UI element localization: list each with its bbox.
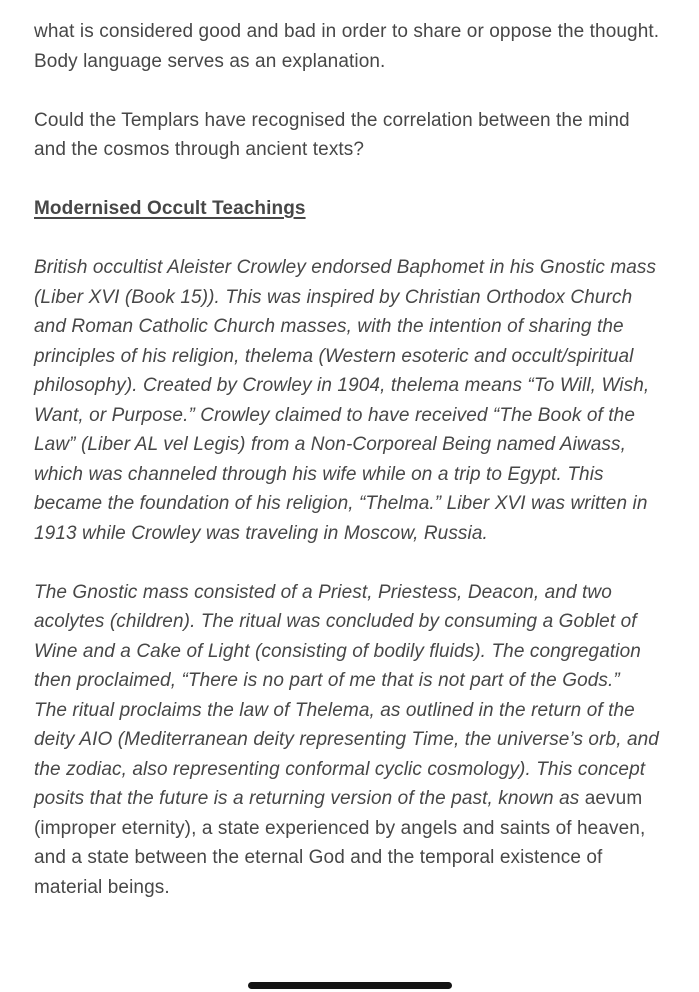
ritual-law-italic-text: The ritual proclaims the law of Thelema, as outlined in the return of the deity AIO (Mediterranean deity representing Time, the universe’s orb, and the zodiac, also representing conformal cyclic cosmology). This concept posits that the future is a returning version of the past, known as [34, 699, 659, 809]
paragraph-ritual-law [34, 696, 665, 903]
paragraph-crowley: British occultist Aleister Crowley endorsed Baphomet in his Gnostic mass (Liber XVI (Book 15)). This was inspired by Christian Orthodox Church and Roman Catholic Church masses, with the intention of sharing the principles of his religion, thelema (Western esoteric and occult/spiritual philosophy). Created by Crowley in 1904, thelema means “To Will, Wish, Want, or Purpose.” Crowley claimed to have received “The Book of the Law” (Liber AL vel Legis) from a Non-Corporeal Being named Aiwass, which was channeled through his wife while on a trip to Egypt. This became the foundation of his religion, “Thelma.” Liber XVI was written in 1913 while Crowley was traveling in Moscow, Russia. [34, 257, 657, 544]
paragraph-body-language: what is considered good and bad in order to share or oppose the thought. Body language serves as an explanation. [34, 21, 660, 72]
ritual-law-regular-text: aevum (improper eternity), a state experienced by angels and saints of heaven, and a state between the eternal God and the temporal existence of material beings. [34, 788, 646, 898]
paragraph-gnostic-mass: The Gnostic mass consisted of a Priest, Priestess, Deacon, and two acolytes (children). The ritual was concluded by consuming a Goblet of Wine and a Cake of Light (consisting of bodily fluids). The congregation then proclaimed, “There is no part of me that is not part of the Gods.” [34, 581, 641, 691]
home-indicator[interactable] [248, 982, 452, 989]
paragraph-templars-question: Could the Templars have recognised the correlation between the mind and the cosmos through ancient texts? [34, 109, 630, 160]
section-heading: Modernised Occult Teachings [34, 198, 306, 219]
